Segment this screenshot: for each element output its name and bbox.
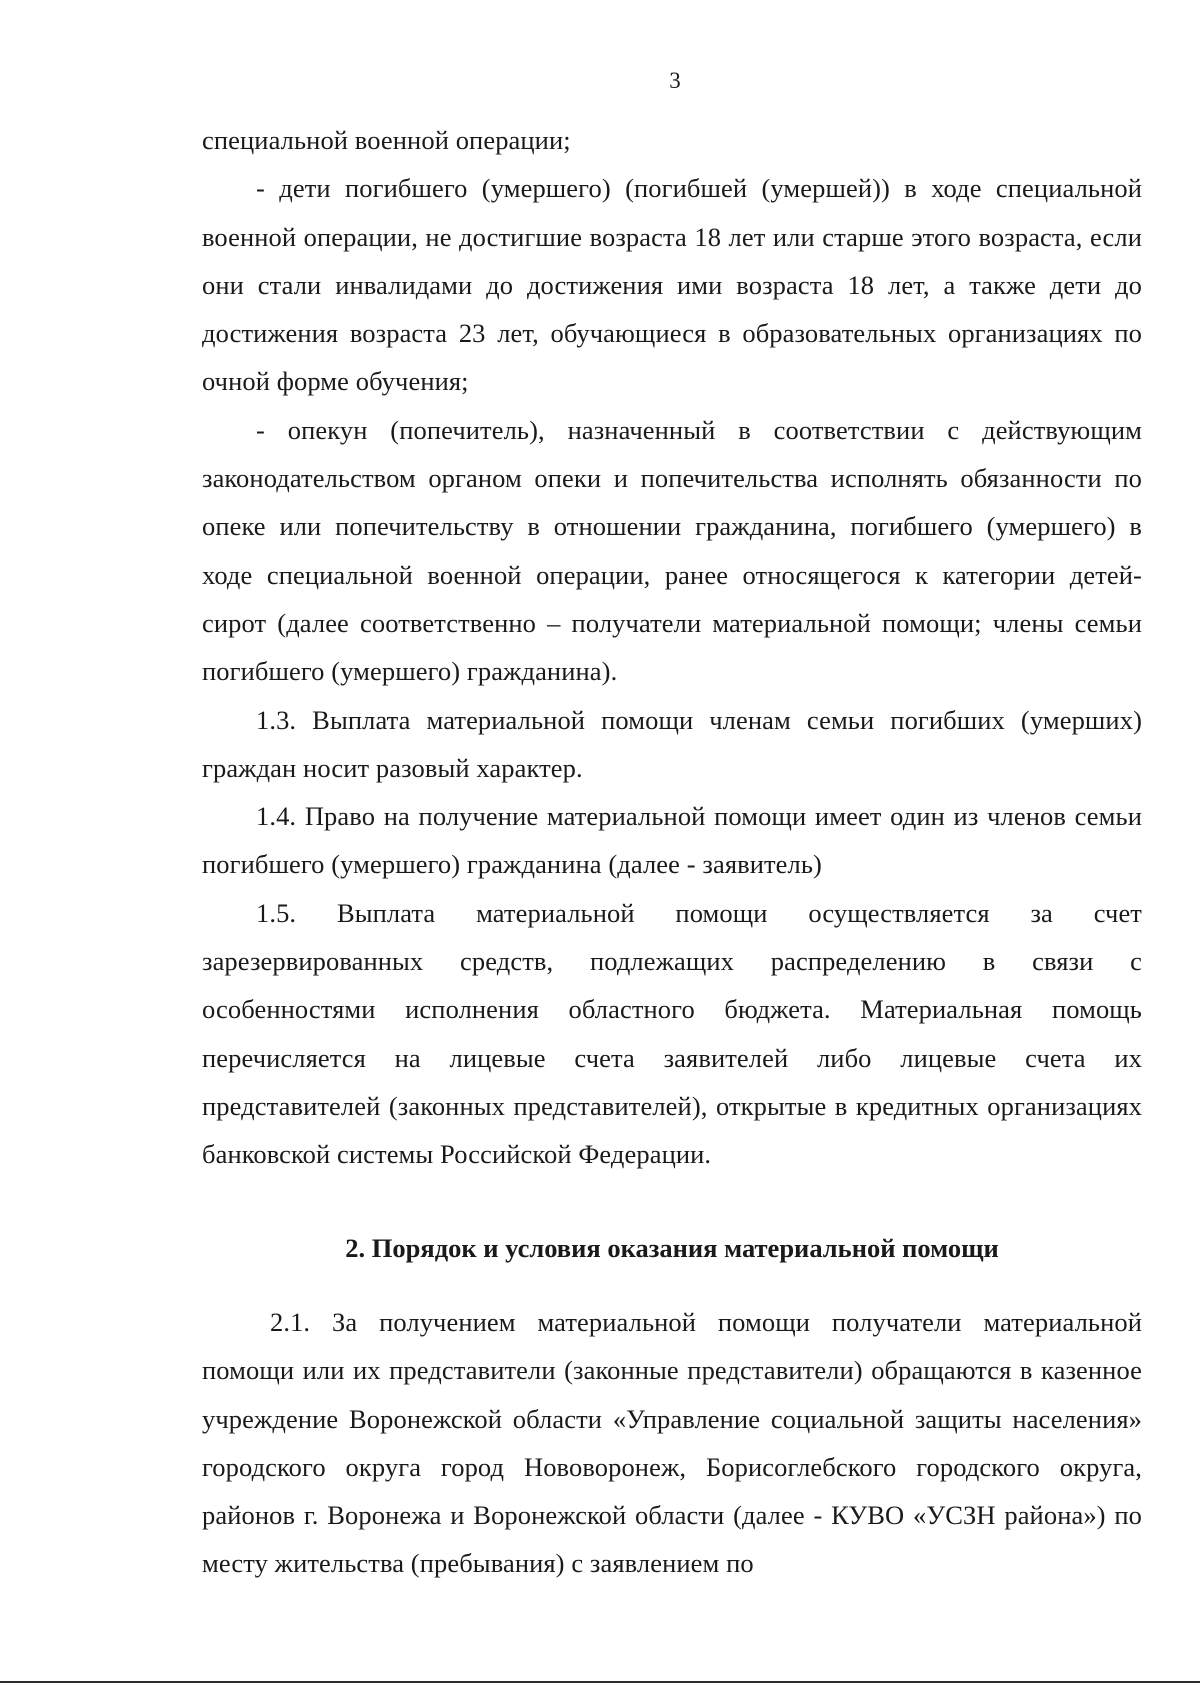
paragraph-continuation: специальной военной операции; (202, 125, 571, 155)
paragraph-1-4: 1.4. Право на получение материальной помощи имеет один из членов семьи погибшего (умершего) гражданина (далее - заявитель) (202, 801, 1142, 880)
paragraph-1-3: 1.3. Выплата материальной помощи членам семьи погибших (умерших) граждан носит разовый характер. (202, 704, 1142, 783)
paragraph-1-5: 1.5. Выплата материальной помощи осуществляется за счет зарезервированных средств, подлежащих распределению в связи с особенностями исполнения областного бюджета. Материальная помощь перечисляется на лицевые счета заявителей либо лицевые счета их представителей (законных представителей), открытые в кредитных организациях банковской системы Российской Федерации. (202, 897, 1142, 1170)
page-bottom-rule (0, 1681, 1200, 1683)
paragraph-2-1: 2.1. За получением материальной помощи получатели материальной помощи или их представители (законные представители) обращаются в казенное учреждение Воронежской области «Управление социальной защиты населения» городского округа город Нововоронеж, Борисоглебского городского округа, районов г. Воронежа и Воронежской области (далее - КУВО «УСЗН района») по месту жительства (пребывания) с заявлением по (202, 1307, 1142, 1579)
section-body (202, 1298, 1142, 1588)
document-body (202, 116, 1142, 1179)
paragraph-children: - дети погибшего (умершего) (погибшей (умершей)) в ходе специальной военной операции, не достигшие возраста 18 лет или старше этого возраста, если они стали инвалидами до достижения ими возраста 18 лет, а также дети до достижения возраста 23 лет, обучающиеся в образовательных организациях по очной форме обучения; (202, 173, 1142, 397)
paragraph-guardian: - опекун (попечитель), назначенный в соответствии с действующим законодательством органом опеки и попечительства исполнять обязанности по опеке или попечительству в отношении гражданина, погибшего (умершего) в ходе специальной военной операции, ранее относящегося к категории детей-сирот (далее соответственно – получатели материальной помощи; члены семьи погибшего (умершего) гражданина). (202, 414, 1142, 687)
page-number: 3 (669, 68, 681, 93)
section-title: 2. Порядок и условия оказания материальной помощи (345, 1233, 999, 1263)
